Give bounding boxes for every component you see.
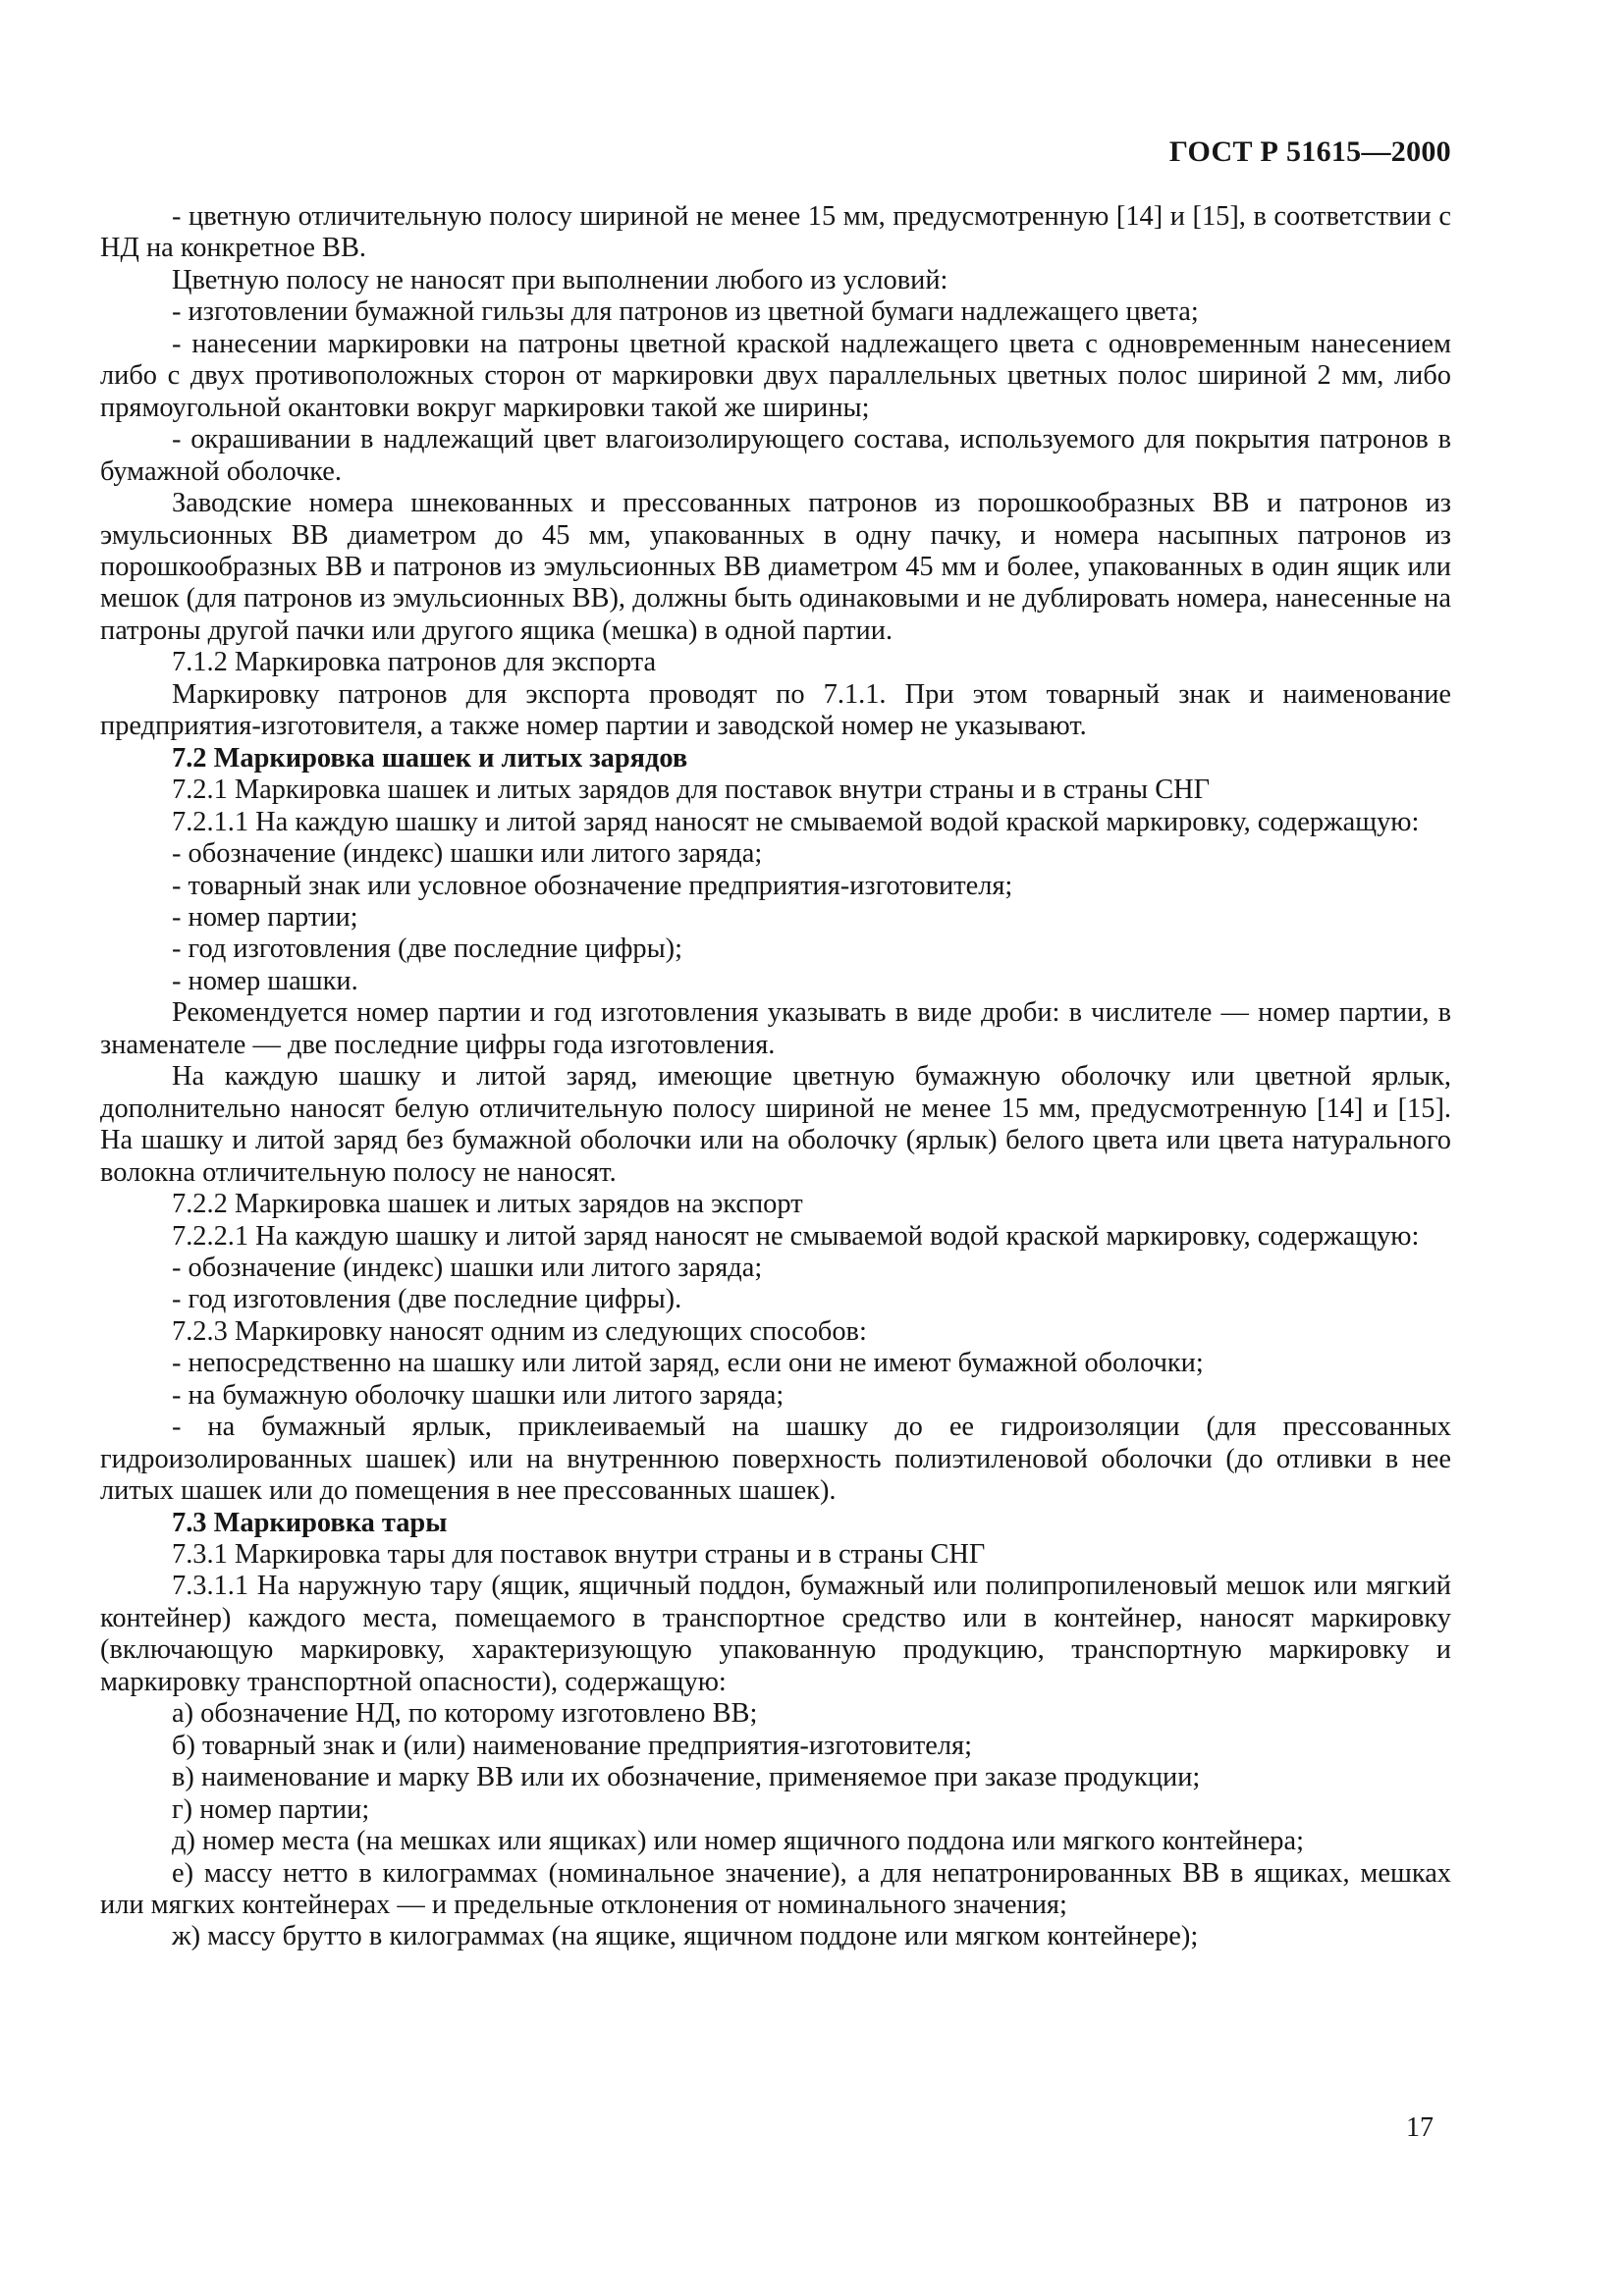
document-body xyxy=(100,201,1451,1953)
paragraph: 7.2.2.1 На каждую шашку и литой заряд наносят не смываемой водой краской маркировку, содержащую: xyxy=(172,1220,1420,1252)
paragraph: - обозначение (индекс) шашки или литого заряда; xyxy=(172,1252,763,1283)
paragraph: Цветную полосу не наносят при выполнении любого из условий: xyxy=(172,264,948,295)
paragraph: - номер партии; xyxy=(172,901,358,933)
paragraph: 7.3.1.1 На наружную тару (ящик, ящичный поддон, бумажный или полипропиленовый мешок или мягкий контейнер) каждого места, помещаемого в транспортное средство или в контейнер, наносят маркировку (включающую маркировку, характеризующую упакованную продукцию, транспортную маркировку и маркировку транспортной опасности), содержащую: xyxy=(100,1571,1451,1697)
paragraph: 7.3.1 Маркировка тары для поставок внутри страны и в страны СНГ xyxy=(172,1539,986,1571)
paragraph: - изготовлении бумажной гильзы для патронов из цветной бумаги надлежащего цвета; xyxy=(172,296,1199,328)
section-heading: 7.2 Маркировка шашек и литых зарядов xyxy=(172,742,688,774)
paragraph: ж) массу брутто в килограммах (на ящике, ящичном поддоне или мягком контейнере); xyxy=(172,1921,1199,1952)
paragraph: 7.2.1 Маркировка шашек и литых зарядов для поставок внутри страны и в страны СНГ xyxy=(172,774,1211,806)
paragraph: - обозначение (индекс) шашки или литого заряда; xyxy=(172,838,763,870)
paragraph: г) номер партии; xyxy=(172,1793,370,1825)
paragraph: б) товарный знак и (или) наименование предприятия-изготовителя; xyxy=(172,1730,972,1761)
paragraph: д) номер места (на мешках или ящиках) или номер ящичного поддона или мягкого контейнера; xyxy=(172,1826,1304,1857)
paragraph: Заводские номера шнекованных и прессованных патронов из порошкообразных ВВ и патронов из эмульсионных ВВ диаметром до 45 мм, упакованных в одну пачку, и номера насыпных патронов из порошкообразных ВВ и патронов из эмульсионных ВВ диаметром 45 мм и более, упакованных в один ящик или мешок (для патронов из эмульсионных ВВ), должны быть одинаковыми и не дублировать номера, нанесенные на патроны другой пачки или другого ящика (мешка) в одной партии. xyxy=(100,488,1451,646)
paragraph: - товарный знак или условное обозначение предприятия-изготовителя; xyxy=(172,870,1013,901)
standard-designation: ГОСТ Р 51615—2000 xyxy=(1168,135,1451,168)
paragraph: - на бумажный ярлык, приклеиваемый на шашку до ее гидроизоляции (для прессованных гидроизолированных шашек) или на внутреннюю поверхность полиэтиленовой оболочки (до отливки в нее литых шашек или до помещения в нее прессованных шашек). xyxy=(100,1412,1451,1507)
section-heading: 7.3 Маркировка тары xyxy=(172,1507,448,1538)
paragraph: е) массу нетто в килограммах (номинальное значение), а для непатронированных ВВ в ящиках, мешках или мягких контейнерах — и предельные отклонения от номинального значения; xyxy=(100,1857,1451,1921)
paragraph: На каждую шашку и литой заряд, имеющие цветную бумажную оболочку или цветной ярлык, дополнительно наносят белую отличительную полосу шириной не менее 15 мм, предусмотренную [14] и [15]. На шашку и литой заряд без бумажной оболочки или на оболочку (ярлык) белого цвета или цвета натурального волокна отличительную полосу не наносят. xyxy=(100,1061,1451,1188)
paragraph: 7.2.2 Маркировка шашек и литых зарядов на экспорт xyxy=(172,1189,803,1220)
paragraph: - цветную отличительную полосу шириной не менее 15 мм, предусмотренную [14] и [15], в соответствии с НД на конкретное ВВ. xyxy=(100,201,1451,264)
paragraph: Маркировку патронов для экспорта проводят по 7.1.1. При этом товарный знак и наименование предприятия-изготовителя, а также номер партии и заводской номер не указывают. xyxy=(100,678,1451,742)
page-number: 17 xyxy=(1406,2112,1434,2143)
paragraph: - год изготовления (две последние цифры); xyxy=(172,934,682,965)
paragraph: - нанесении маркировки на патроны цветной краской надлежащего цвета с одновременным нанесением либо с двух противоположных сторон от маркировки двух параллельных цветных полос шириной 2 мм, либо прямоугольной окантовки вокруг маркировки такой же ширины; xyxy=(100,328,1451,423)
paragraph: - на бумажную оболочку шашки или литого заряда; xyxy=(172,1379,785,1411)
paragraph: - номер шашки. xyxy=(172,965,358,996)
paragraph: 7.2.1.1 На каждую шашку и литой заряд наносят не смываемой водой краской маркировку, содержащую: xyxy=(172,806,1420,837)
paragraph: 7.1.2 Маркировка патронов для экспорта xyxy=(172,647,657,678)
paragraph: а) обозначение НД, по которому изготовлено ВВ; xyxy=(172,1698,758,1730)
paragraph: 7.2.3 Маркировку наносят одним из следующих способов: xyxy=(172,1315,867,1347)
paragraph: в) наименование и марку ВВ или их обозначение, применяемое при заказе продукции; xyxy=(172,1762,1201,1793)
paragraph: - непосредственно на шашку или литой заряд, если они не имеют бумажной оболочки; xyxy=(172,1348,1204,1379)
paragraph: - окрашивании в надлежащий цвет влагоизолирующего состава, используемого для покрытия патронов в бумажной оболочке. xyxy=(100,424,1451,487)
paragraph: Рекомендуется номер партии и год изготовления указывать в виде дроби: в числителе — номер партии, в знаменателе — две последние цифры года изготовления. xyxy=(100,997,1451,1060)
paragraph: - год изготовления (две последние цифры). xyxy=(172,1284,682,1315)
